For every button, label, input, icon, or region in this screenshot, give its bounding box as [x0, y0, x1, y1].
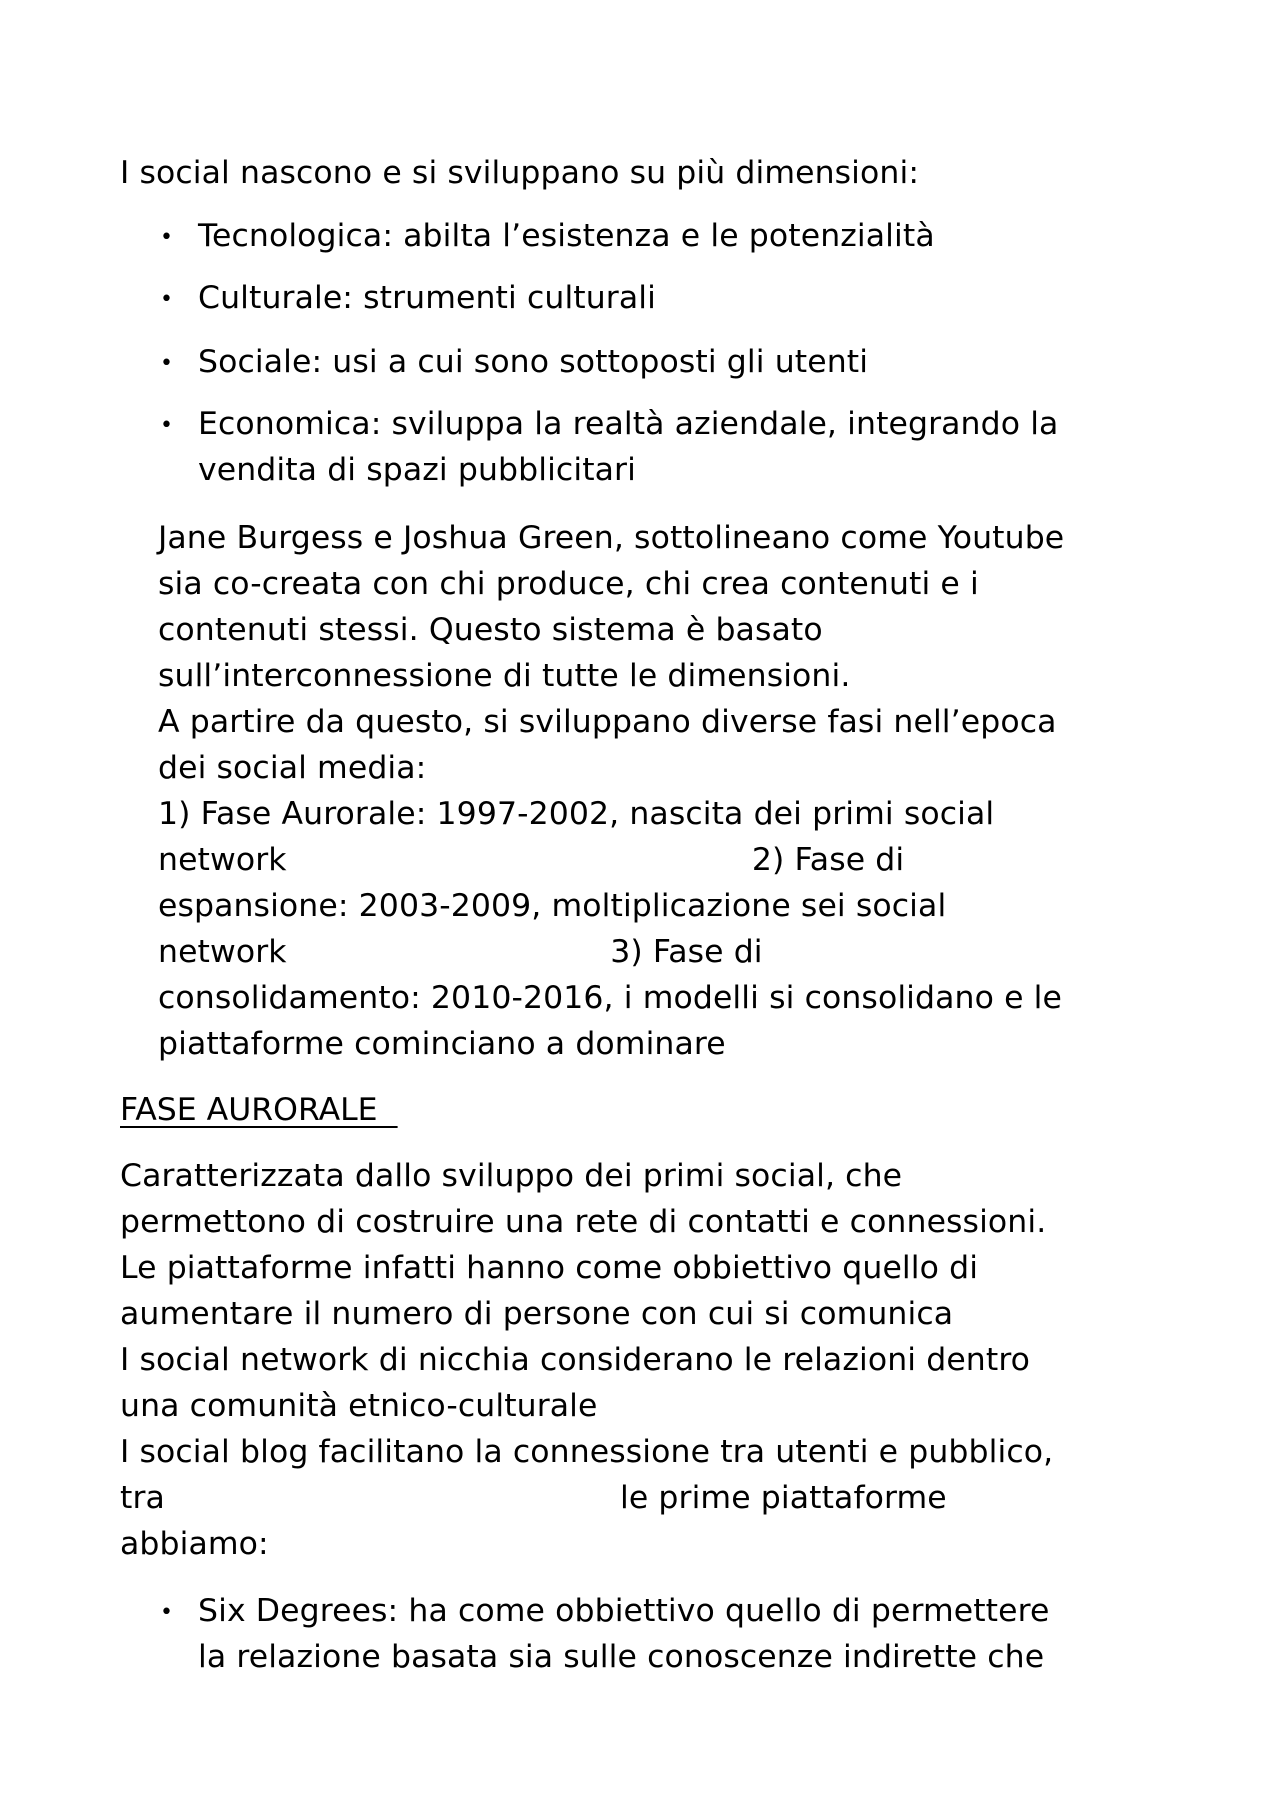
paragraph-line: Jane Burgess e Joshua Green, sottolineano come Youtube	[158, 520, 1065, 556]
paragraph-line: Caratterizzata dallo sviluppo dei primi social, che	[120, 1158, 903, 1194]
paragraph-line: network 2) Fase di	[158, 842, 905, 878]
paragraph-line: abbiamo:	[120, 1526, 269, 1562]
paragraph-line: sia co-creata con chi produce, chi crea contenuti e i	[158, 566, 979, 602]
paragraph-line: aumentare il numero di persone con cui si comunica	[120, 1296, 954, 1332]
paragraph-line: piattaforme cominciano a dominare	[158, 1026, 726, 1062]
paragraph-line: espansione: 2003-2009, moltiplicazione sei social	[158, 888, 947, 924]
list-item: Economica: sviluppa la realtà aziendale, integrando la	[198, 406, 1059, 442]
bullet-icon: •	[160, 1600, 173, 1625]
paragraph-line: consolidamento: 2010-2016, i modelli si consolidano e le	[158, 980, 1062, 1016]
bullet-icon: •	[160, 287, 173, 312]
intro-line: I social nascono e si sviluppano su più dimensioni:	[120, 155, 920, 191]
list-item-continuation: vendita di spazi pubblicitari	[198, 452, 636, 488]
list-item: Six Degrees: ha come obbiettivo quello di permettere	[198, 1593, 1050, 1629]
bullet-icon: •	[160, 413, 173, 438]
paragraph-line: A partire da questo, si sviluppano diverse fasi nell’epoca	[158, 704, 1057, 740]
paragraph-line: contenuti stessi. Questo sistema è basato	[158, 612, 823, 648]
paragraph-line: sull’interconnessione di tutte le dimensioni.	[158, 658, 851, 694]
paragraph-line: network 3) Fase di	[158, 934, 763, 970]
paragraph-line: I social network di nicchia considerano le relazioni dentro	[120, 1342, 1031, 1378]
list-item: Culturale: strumenti culturali	[198, 280, 656, 316]
section-heading: FASE AURORALE	[120, 1092, 398, 1128]
paragraph-line: tra le prime piattaforme	[120, 1480, 947, 1516]
paragraph-line: una comunità etnico-culturale	[120, 1388, 598, 1424]
paragraph-line: I social blog facilitano la connessione tra utenti e pubblico,	[120, 1434, 1054, 1470]
list-item: Tecnologica: abilta l’esistenza e le potenzialità	[198, 218, 935, 254]
paragraph-line: dei social media:	[158, 750, 427, 786]
list-item-continuation: la relazione basata sia sulle conoscenze indirette che	[198, 1639, 1045, 1675]
bullet-icon: •	[160, 225, 173, 250]
list-item: Sociale: usi a cui sono sottoposti gli utenti	[198, 344, 869, 380]
paragraph-line: Le piattaforme infatti hanno come obbiettivo quello di	[120, 1250, 979, 1286]
paragraph-line: permettono di costruire una rete di contatti e connessioni.	[120, 1204, 1047, 1240]
paragraph-line: 1) Fase Aurorale: 1997-2002, nascita dei primi social	[158, 796, 995, 832]
bullet-icon: •	[160, 351, 173, 376]
